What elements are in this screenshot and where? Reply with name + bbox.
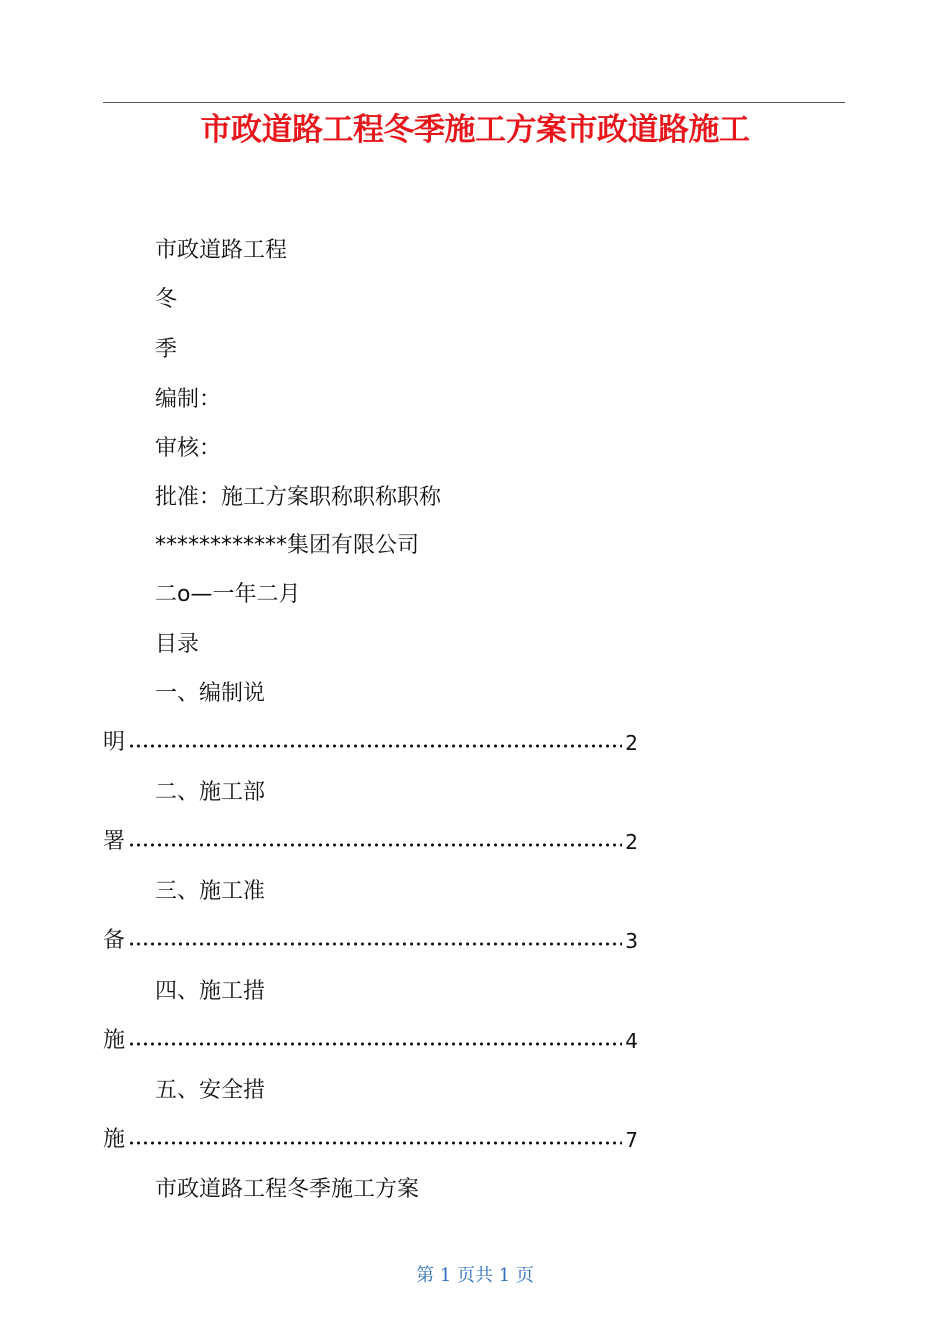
page-indicator: 第 1 页共 1 页: [416, 1265, 534, 1286]
toc-page-number: 3: [625, 929, 638, 953]
toc-entry-line[interactable]: [103, 827, 638, 857]
cover-line-winter: 冬: [155, 287, 178, 312]
toc-item-tail: 署: [103, 829, 126, 854]
toc-leader-dots: [128, 1042, 622, 1046]
toc-leader-dots: [128, 744, 622, 748]
toc-item-tail: 施: [103, 1127, 126, 1152]
toc-entry-line[interactable]: [103, 1026, 638, 1056]
toc-page-number: 2: [625, 731, 638, 755]
cover-line-project: 市政道路工程: [155, 238, 288, 263]
cover-line-season: 季: [155, 337, 178, 362]
toc-item-label[interactable]: 一、编制说: [155, 681, 266, 706]
toc-entry-line[interactable]: [103, 1125, 638, 1155]
header-rule: [103, 102, 845, 103]
toc-item-tail: 备: [103, 928, 126, 953]
toc-entry-line[interactable]: [103, 926, 638, 956]
company-name: ************集团有限公司: [155, 533, 420, 558]
document-title: 市政道路工程冬季施工方案市政道路施工: [200, 112, 750, 148]
toc-item-label[interactable]: 五、安全措: [155, 1078, 266, 1103]
toc-page-number: 4: [625, 1029, 638, 1053]
toc-leader-dots: [128, 1141, 622, 1145]
toc-leader-dots: [128, 843, 622, 847]
compiled-by-label: 编制：: [155, 387, 222, 412]
document-date: 二o—一年二月: [155, 582, 301, 607]
toc-item-tail: 施: [103, 1028, 126, 1053]
toc-leader-dots: [128, 942, 622, 946]
toc-page-number: 7: [625, 1128, 638, 1152]
approved-by-label: 批准：施工方案职称职称职称: [155, 485, 442, 510]
body-section-heading: 市政道路工程冬季施工方案: [155, 1177, 420, 1202]
toc-page-number: 2: [625, 830, 638, 854]
toc-heading: 目录: [155, 632, 200, 657]
toc-item-label[interactable]: 四、施工措: [155, 979, 266, 1004]
toc-entry-line[interactable]: [103, 728, 638, 758]
reviewed-by-label: 审核：: [155, 436, 222, 461]
toc-item-label[interactable]: 三、施工准: [155, 879, 266, 904]
toc-item-tail: 明: [103, 730, 126, 755]
toc-item-label[interactable]: 二、施工部: [155, 780, 266, 805]
